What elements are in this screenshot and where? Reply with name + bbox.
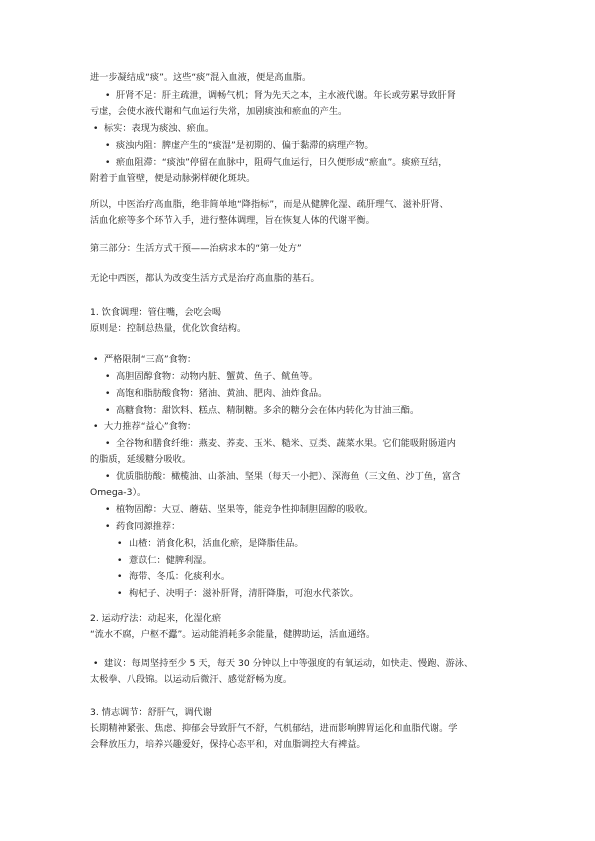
bullet-icon: • — [93, 123, 99, 134]
paragraph-line: 所以，中医治疗高血脂，绝非简单地“降指标”，而是从健脾化湿、疏肝理气、滋补肝肾、 — [90, 199, 449, 210]
bullet-text: 植物固醇：大豆、蘑菇、坚果等，能竞争性抑制胆固醇的吸收。 — [116, 504, 374, 515]
bullet-text: 海带、冬瓜：化痰利水。 — [129, 571, 231, 582]
bullet-icon: • — [93, 658, 99, 669]
paragraph-line: 原则是：控制总热量，优化饮食结构。 — [90, 323, 247, 334]
bullet-icon: • — [93, 354, 99, 365]
bullet-text: 标实：表现为痰浊、瘀血。 — [104, 123, 215, 134]
paragraph-line: 进一步凝结成“痰”。这些“痰”混入血液，便是高血脂。 — [90, 72, 312, 83]
bullet-icon: • — [105, 521, 111, 532]
bullet-text: 建议：每周坚持至少 5 天，每天 30 分钟以上中等强度的有氧运动，如快走、慢跑、游泳、 — [104, 658, 474, 669]
bullet-continuation: Omega-3）。 — [90, 487, 147, 498]
paragraph-line: 长期精神紧张、焦虑、抑郁会导致肝气不舒，气机郁结，进而影响脾胃运化和血脂代谢。学 — [90, 723, 458, 734]
bullet-icon: • — [105, 438, 111, 449]
bullet-icon: • — [117, 555, 123, 566]
bullet-continuation: 附着于血管壁，便是动脉粥样硬化斑块。 — [90, 173, 256, 184]
bullet-continuation: 亏虚，会使水液代谢和气血运行失常，加剧痰浊和瘀血的产生。 — [90, 106, 348, 117]
bullet-icon: • — [105, 157, 111, 168]
bullet-text: 薏苡仁：健脾利湿。 — [129, 555, 212, 566]
bullet-icon: • — [105, 388, 111, 399]
bullet-text: 药食同源推荐： — [116, 521, 181, 532]
bullet-text: 肝肾不足：肝主疏泄，调畅气机；肾为先天之本，主水液代谢。年长或劳累导致肝肾 — [116, 90, 456, 101]
bullet-text: 大力推荐“益心”食物： — [104, 421, 197, 432]
bullet-text: 山楂：消食化积，活血化瘀，是降脂佳品。 — [129, 538, 304, 549]
bullet-continuation: 太极拳、八段锦。以运动后微汗、感觉舒畅为度。 — [90, 674, 293, 685]
subsection-heading: 1. 饮食调理：管住嘴，会吃会喝 — [90, 307, 222, 318]
paragraph-line: 会释放压力，培养兴趣爱好，保持心态平和，对血脂调控大有裨益。 — [90, 739, 366, 750]
bullet-icon: • — [105, 371, 111, 382]
bullet-icon: • — [93, 421, 99, 432]
bullet-text: 高糖食物：甜饮料、糕点、精制糖。多余的糖分会在体内转化为甘油三酯。 — [116, 405, 420, 416]
subsection-heading: 2. 运动疗法：动起来，化湿化瘀 — [90, 613, 222, 624]
bullet-text: 高胆固醇食物：动物内脏、蟹黄、鱼子、鱿鱼等。 — [116, 371, 319, 382]
bullet-continuation: 的脂质，延缓糖分吸收。 — [90, 454, 192, 465]
bullet-text: 枸杞子、决明子：滋补肝肾，清肝降脂，可泡水代茶饮。 — [129, 588, 359, 599]
bullet-icon: • — [117, 571, 123, 582]
bullet-icon: • — [105, 471, 111, 482]
bullet-icon: • — [105, 140, 111, 151]
bullet-text: 优质脂肪酸：橄榄油、山茶油、坚果（每天一小把）、深海鱼（三文鱼、沙丁鱼，富含 — [116, 471, 461, 482]
section-heading: 第三部分：生活方式干预——治病求本的“第一处方” — [90, 243, 302, 254]
bullet-text: 全谷物和膳食纤维：燕麦、荞麦、玉米、糙米、豆类、蔬菜水果。它们能吸附肠道内 — [116, 438, 456, 449]
bullet-text: 痰浊内阻：脾虚产生的“痰湿”是初期的、偏于黏滞的病理产物。 — [116, 140, 374, 151]
bullet-icon: • — [117, 588, 123, 599]
bullet-icon: • — [117, 538, 123, 549]
bullet-icon: • — [105, 504, 111, 515]
bullet-text: 严格限制“三高”食物： — [104, 354, 197, 365]
subsection-heading: 3. 情志调节：舒肝气，调代谢 — [90, 707, 212, 718]
paragraph-line: “流水不腐，户枢不蠹”。运动能消耗多余能量，健脾助运，活血通络。 — [90, 629, 376, 640]
paragraph-line: 活血化瘀等多个环节入手，进行整体调理，旨在恢复人体的代谢平衡。 — [90, 215, 375, 226]
bullet-icon: • — [105, 405, 111, 416]
bullet-icon: • — [105, 90, 111, 101]
bullet-text: 高饱和脂肪酸食物：猪油、黄油、肥肉、油炸食品。 — [116, 388, 328, 399]
bullet-text: 瘀血阻滞：“痰浊”停留在血脉中，阻碍气血运行，日久便形成“瘀血”。痰瘀互结， — [116, 157, 448, 168]
paragraph-line: 无论中西医，都认为改变生活方式是治疗高血脂的基石。 — [90, 273, 320, 284]
